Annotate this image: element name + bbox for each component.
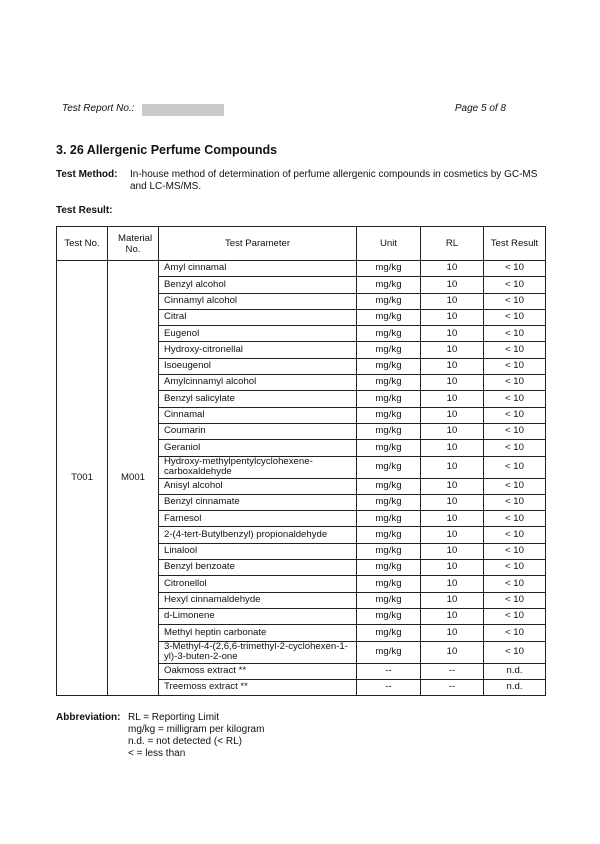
test-result-cell: n.d. (484, 679, 546, 695)
test-parameter-cell: Benzyl alcohol (159, 277, 357, 293)
abbreviation-item: n.d. = not detected (< RL) (128, 736, 242, 747)
table-header-row (57, 227, 546, 261)
test-result-cell: < 10 (484, 326, 546, 342)
test-result-cell: < 10 (484, 560, 546, 576)
rl-cell: 10 (421, 358, 484, 374)
unit-cell: mg/kg (357, 277, 421, 293)
test-parameter-cell: Treemoss extract ** (159, 679, 357, 695)
unit-cell: mg/kg (357, 358, 421, 374)
abbreviation-item: mg/kg = milligram per kilogram (128, 724, 265, 735)
rl-cell: 10 (421, 309, 484, 325)
test-parameter-cell: Coumarin (159, 423, 357, 439)
test-parameter-cell: Methyl heptin carbonate (159, 625, 357, 641)
rl-cell: 10 (421, 560, 484, 576)
test-result-cell: < 10 (484, 342, 546, 358)
unit-cell: -- (357, 679, 421, 695)
section-title: 3. 26 Allergenic Perfume Compounds (56, 143, 278, 157)
abbreviation-item: < = less than (128, 748, 186, 759)
unit-cell: mg/kg (357, 527, 421, 543)
test-result-cell: < 10 (484, 440, 546, 456)
rl-cell: 10 (421, 576, 484, 592)
test-parameter-cell: Hexyl cinnamaldehyde (159, 592, 357, 608)
test-parameter-cell: Amylcinnamyl alcohol (159, 375, 357, 391)
rl-cell: 10 (421, 494, 484, 510)
rl-cell: 10 (421, 261, 484, 277)
test-result-cell: < 10 (484, 407, 546, 423)
test-result-cell: < 10 (484, 543, 546, 559)
test-method-text: In-house method of determination of perfume allergenic compounds in cosmetics by GC-MS and LC-MS/MS. (130, 169, 538, 192)
header-unit: Unit (357, 227, 421, 261)
unit-cell: mg/kg (357, 423, 421, 439)
rl-cell: 10 (421, 407, 484, 423)
test-result-cell: < 10 (484, 608, 546, 624)
page-header (62, 103, 506, 119)
test-parameter-cell: Eugenol (159, 326, 357, 342)
report-number-label: Test Report No.: (62, 103, 135, 114)
unit-cell: mg/kg (357, 456, 421, 478)
rl-cell: -- (421, 679, 484, 695)
unit-cell: mg/kg (357, 261, 421, 277)
rl-cell: 10 (421, 527, 484, 543)
test-result-cell: < 10 (484, 358, 546, 374)
rl-cell: 10 (421, 511, 484, 527)
unit-cell: mg/kg (357, 592, 421, 608)
test-parameter-cell: Cinnamyl alcohol (159, 293, 357, 309)
rl-cell: 10 (421, 478, 484, 494)
test-parameter-cell: Benzyl salicylate (159, 391, 357, 407)
unit-cell: mg/kg (357, 326, 421, 342)
test-parameter-cell: Citronellol (159, 576, 357, 592)
test-parameter-cell: Cinnamal (159, 407, 357, 423)
rl-cell: 10 (421, 641, 484, 663)
unit-cell: mg/kg (357, 375, 421, 391)
test-parameter-cell: Benzyl cinnamate (159, 494, 357, 510)
rl-cell: 10 (421, 592, 484, 608)
test-result-cell: < 10 (484, 478, 546, 494)
test-parameter-cell: 3-Methyl-4-(2,6,6-trimethyl-2-cyclohexen-1-yl)-3-buten-2-one (159, 641, 357, 663)
test-result-cell: n.d. (484, 663, 546, 679)
unit-cell: mg/kg (357, 543, 421, 559)
test-result-cell: < 10 (484, 641, 546, 663)
test-result-cell: < 10 (484, 511, 546, 527)
rl-cell: 10 (421, 277, 484, 293)
test-no-cell: T001 (57, 261, 108, 696)
test-result-cell: < 10 (484, 625, 546, 641)
rl-cell: 10 (421, 342, 484, 358)
test-result-cell: < 10 (484, 456, 546, 478)
unit-cell: mg/kg (357, 625, 421, 641)
test-result-cell: < 10 (484, 592, 546, 608)
test-parameter-cell: Citral (159, 309, 357, 325)
test-parameter-cell: 2-(4-tert-Butylbenzyl) propionaldehyde (159, 527, 357, 543)
unit-cell: mg/kg (357, 293, 421, 309)
test-parameter-cell: Benzyl benzoate (159, 560, 357, 576)
unit-cell: mg/kg (357, 478, 421, 494)
test-parameter-cell: Geraniol (159, 440, 357, 456)
test-result-cell: < 10 (484, 576, 546, 592)
rl-cell: 10 (421, 608, 484, 624)
header-rl: RL (421, 227, 484, 261)
abbreviation-item: RL = Reporting Limit (128, 712, 220, 723)
rl-cell: 10 (421, 625, 484, 641)
unit-cell: mg/kg (357, 560, 421, 576)
unit-cell: mg/kg (357, 641, 421, 663)
unit-cell: -- (357, 663, 421, 679)
test-parameter-cell: Hydroxy-methylpentylcyclohexene-carboxaldehyde (159, 456, 357, 478)
unit-cell: mg/kg (357, 494, 421, 510)
test-result-cell: < 10 (484, 527, 546, 543)
test-parameter-cell: Farnesol (159, 511, 357, 527)
test-parameter-cell: Oakmoss extract ** (159, 663, 357, 679)
header-test-parameter: Test Parameter (159, 227, 357, 261)
rl-cell: 10 (421, 293, 484, 309)
test-result-cell: < 10 (484, 261, 546, 277)
unit-cell: mg/kg (357, 576, 421, 592)
rl-cell: 10 (421, 391, 484, 407)
test-result-cell: < 10 (484, 309, 546, 325)
abbreviation-label: Abbreviation: (56, 712, 121, 723)
unit-cell: mg/kg (357, 407, 421, 423)
test-parameter-cell: Hydroxy-citronellal (159, 342, 357, 358)
table-row (57, 261, 546, 277)
abbreviation-list (128, 712, 264, 760)
test-result-cell: < 10 (484, 277, 546, 293)
unit-cell: mg/kg (357, 511, 421, 527)
test-result-cell: < 10 (484, 391, 546, 407)
rl-cell: -- (421, 663, 484, 679)
test-result-cell: < 10 (484, 375, 546, 391)
results-table (56, 226, 546, 696)
page-number: Page 5 of 8 (454, 103, 506, 114)
unit-cell: mg/kg (357, 440, 421, 456)
test-result-label: Test Result: (56, 205, 113, 216)
test-parameter-cell: Linalool (159, 543, 357, 559)
test-result-cell: < 10 (484, 494, 546, 510)
rl-cell: 10 (421, 375, 484, 391)
test-result-cell: < 10 (484, 293, 546, 309)
header-material-no: Material No. (108, 227, 159, 261)
unit-cell: mg/kg (357, 391, 421, 407)
rl-cell: 10 (421, 440, 484, 456)
test-parameter-cell: d-Limonene (159, 608, 357, 624)
rl-cell: 10 (421, 456, 484, 478)
rl-cell: 10 (421, 543, 484, 559)
redacted-report-number (142, 104, 224, 116)
test-parameter-cell: Anisyl alcohol (159, 478, 357, 494)
test-parameter-cell: Isoeugenol (159, 358, 357, 374)
test-result-cell: < 10 (484, 423, 546, 439)
test-parameter-cell: Amyl cinnamal (159, 261, 357, 277)
header-test-no: Test No. (57, 227, 108, 261)
unit-cell: mg/kg (357, 309, 421, 325)
test-method-label: Test Method: (56, 169, 118, 180)
material-no-cell: M001 (108, 261, 159, 696)
unit-cell: mg/kg (357, 342, 421, 358)
table-body (57, 261, 546, 696)
rl-cell: 10 (421, 423, 484, 439)
rl-cell: 10 (421, 326, 484, 342)
unit-cell: mg/kg (357, 608, 421, 624)
header-test-result: Test Result (484, 227, 546, 261)
